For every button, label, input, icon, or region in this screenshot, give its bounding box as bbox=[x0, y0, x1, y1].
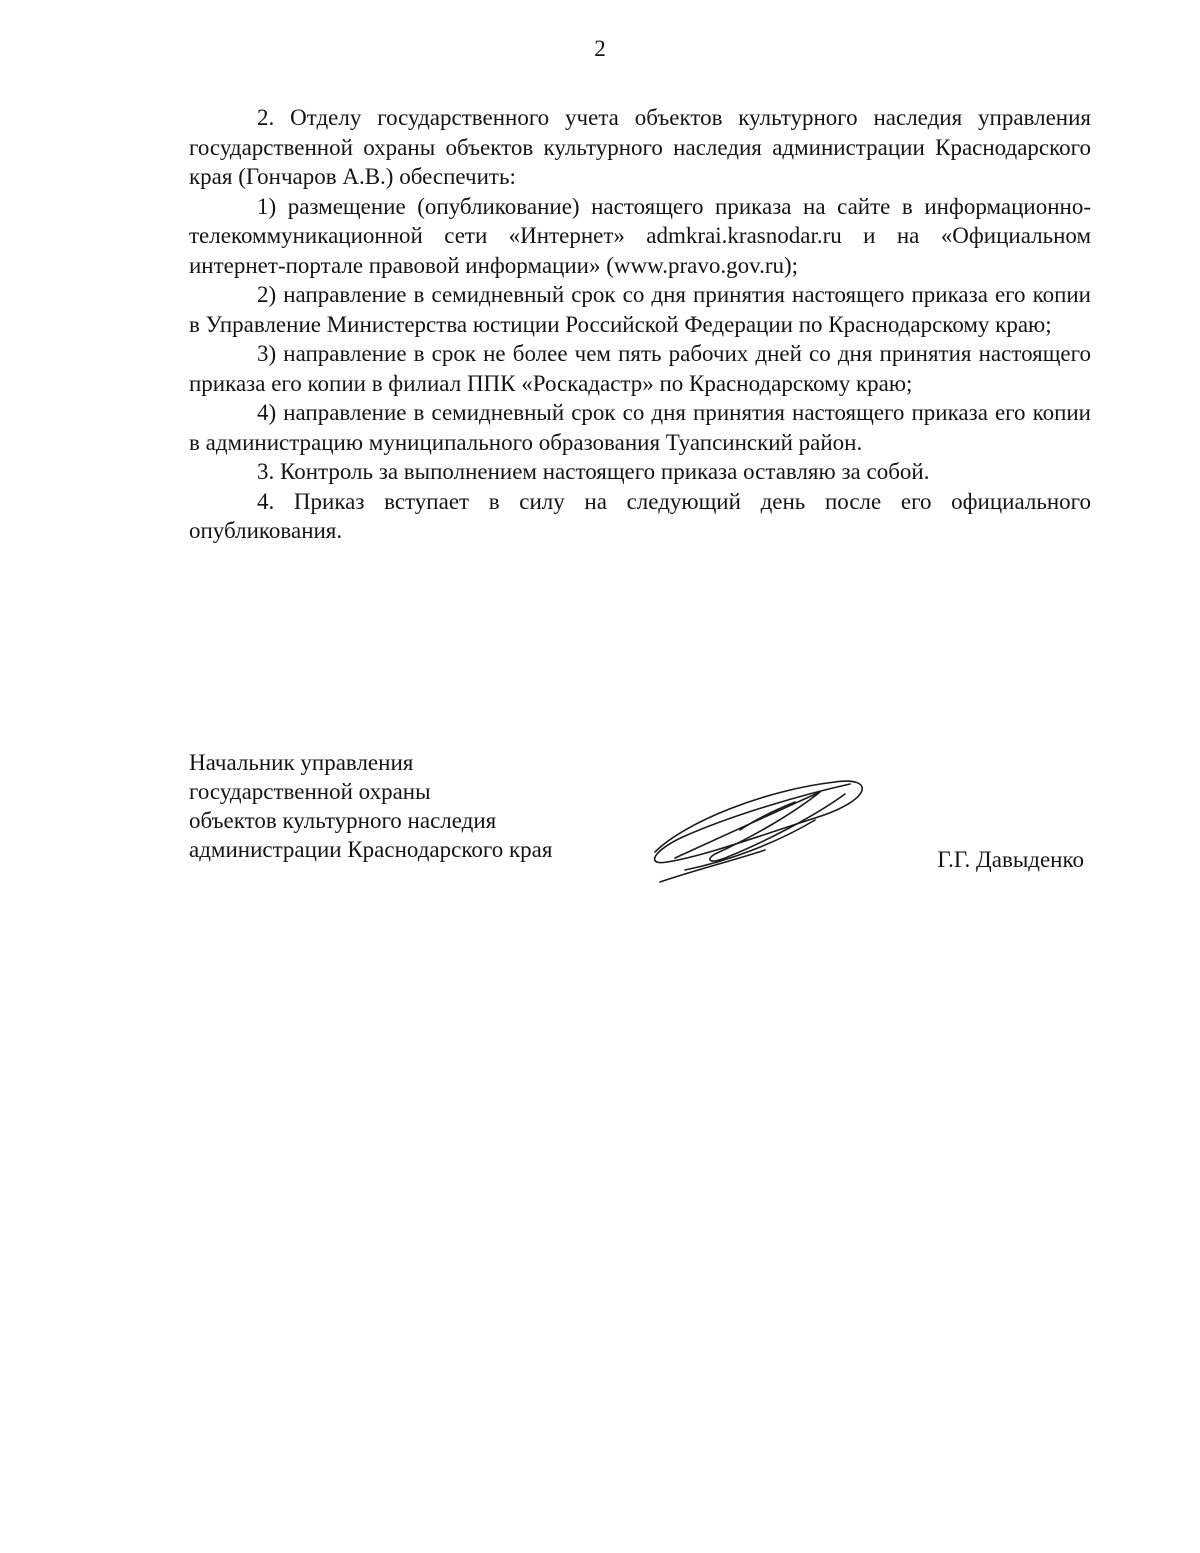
handwritten-signature bbox=[645, 770, 875, 890]
signatory-name: Г.Г. Давыденко bbox=[937, 847, 1084, 872]
signatory-position-line: Начальник управления bbox=[189, 750, 414, 775]
document-body bbox=[189, 103, 1091, 546]
signatory-position-line: администрации Краснодарского края bbox=[189, 837, 553, 862]
paragraph-subitem-1: 1) размещение (опубликование) настоящего приказа на сайте в информационно-телекоммуникационной сети «Интернет» admkrai.krasnodar.ru и на «Официальном интернет-портале правовой информации» (www.pravo.gov.ru); bbox=[189, 193, 1091, 278]
paragraph-subitem-2: 2) направление в семидневный срок со дня принятия настоящего приказа его копии в Управление Министерства юстиции Российской Федерации по Краснодарскому краю; bbox=[189, 282, 1091, 337]
signatory-position bbox=[189, 748, 552, 864]
paragraph-item-2: 2. Отделу государственного учета объектов культурного наследия управления государственной охраны объектов культурного наследия администрации Краснодарского края (Гончаров А.В.) обеспечить: bbox=[189, 105, 1091, 189]
signatory-position-line: государственной охраны bbox=[189, 779, 431, 804]
paragraph-subitem-4: 4) направление в семидневный срок со дня принятия настоящего приказа его копии в администрацию муниципального образования Туапсинский район. bbox=[189, 400, 1091, 455]
paragraph-item-4: 4. Приказ вступает в силу на следующий день после его официального опубликования. bbox=[189, 488, 1091, 543]
paragraph-item-3: 3. Контроль за выполнением настоящего приказа оставляю за собой. bbox=[257, 459, 930, 484]
paragraph-subitem-3: 3) направление в срок не более чем пять рабочих дней со дня принятия настоящего приказа его копии в филиал ППК «Роскадастр» по Краснодарскому краю; bbox=[189, 341, 1091, 396]
page-number: 2 bbox=[594, 36, 606, 61]
signatory-position-line: объектов культурного наследия bbox=[189, 808, 497, 833]
